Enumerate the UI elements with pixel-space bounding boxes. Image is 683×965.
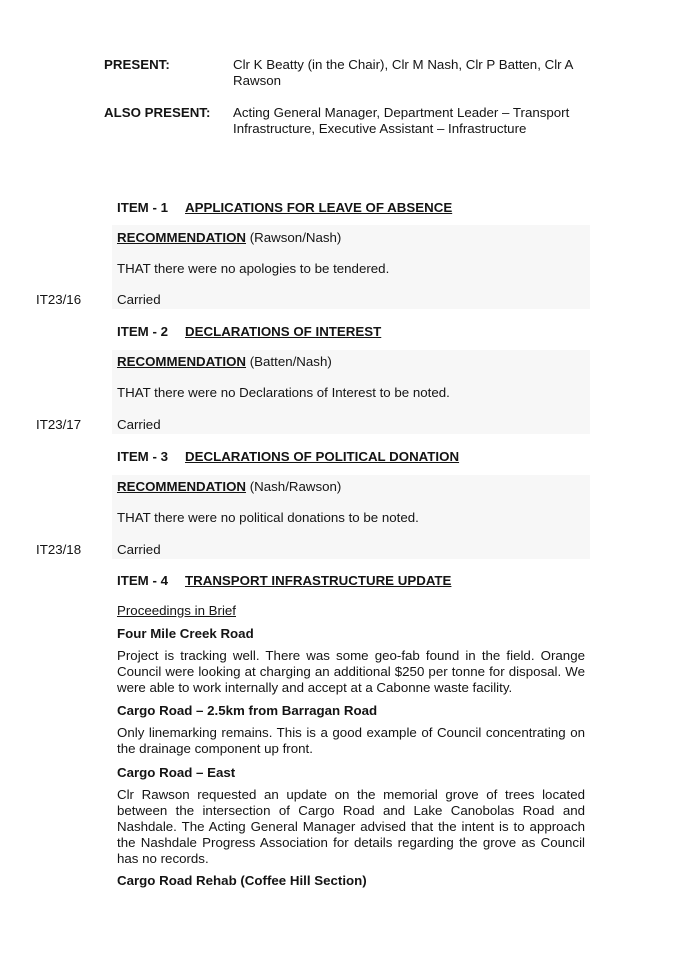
item-title: TRANSPORT INFRASTRUCTURE UPDATE <box>185 573 452 588</box>
recommendation-line <box>117 479 341 494</box>
item-heading <box>117 449 459 464</box>
section-body: Only linemarking remains. This is a good example of Council concentrating on the drainage component up front. <box>117 725 585 756</box>
also-present-label: ALSO PRESENT: <box>104 105 211 120</box>
recommendation-line <box>117 230 341 245</box>
item-number: ITEM - 2 <box>117 324 168 339</box>
section-body: Project is tracking well. There was some geo-fab found in the field. Orange Council were looking at charging an additional $250 per tonne for disposal. We were able to work internally and accept at a Cabonne waste facility. <box>117 648 585 695</box>
recommendation-label: RECOMMENDATION <box>117 354 247 369</box>
also-present-value: Acting General Manager, Department Leader – Transport Infrastructure, Executive Assistant – Infrastructure <box>233 105 570 136</box>
resolution-outcome: Carried <box>117 542 161 557</box>
item-number: ITEM - 1 <box>117 200 168 215</box>
item-number: ITEM - 3 <box>117 449 168 464</box>
item-heading <box>117 324 381 339</box>
item-title: APPLICATIONS FOR LEAVE OF ABSENCE <box>185 200 453 215</box>
present-label: PRESENT: <box>104 57 170 72</box>
section-heading: Cargo Road Rehab (Coffee Hill Section) <box>117 873 367 888</box>
section-heading: Four Mile Creek Road <box>117 626 254 641</box>
present-value: Clr K Beatty (in the Chair), Clr M Nash, Clr P Batten, Clr A Rawson <box>233 57 573 88</box>
proceedings-heading: Proceedings in Brief <box>117 603 236 618</box>
recommendation-text: THAT there were no Declarations of Interest to be noted. <box>117 385 450 400</box>
section-heading: Cargo Road – 2.5km from Barragan Road <box>117 703 378 718</box>
resolution-number: IT23/17 <box>36 417 82 432</box>
item-heading <box>117 573 451 588</box>
recommendation-line <box>117 354 332 369</box>
recommendation-mover: (Nash/Rawson) <box>249 479 342 494</box>
item-title: DECLARATIONS OF POLITICAL DONATION <box>185 449 460 464</box>
section-body: Clr Rawson requested an update on the memorial grove of trees located between the intersection of Cargo Road and Lake Canobolas Road and Nashdale. The Acting General Manager advised that the intent is to approach the Nashdale Progress Association for details regarding the grove as Council has no records. <box>117 787 585 866</box>
resolution-outcome: Carried <box>117 417 161 432</box>
item-heading <box>117 200 452 215</box>
recommendation-text: THAT there were no political donations to be noted. <box>117 510 419 525</box>
resolution-number: IT23/16 <box>36 292 82 307</box>
recommendation-label: RECOMMENDATION <box>117 479 247 494</box>
recommendation-mover: (Batten/Nash) <box>249 354 332 369</box>
recommendation-text: THAT there were no apologies to be tendered. <box>117 261 390 276</box>
recommendation-label: RECOMMENDATION <box>117 230 247 245</box>
resolution-outcome: Carried <box>117 292 161 307</box>
item-title: DECLARATIONS OF INTEREST <box>185 324 382 339</box>
resolution-number: IT23/18 <box>36 542 82 557</box>
item-number: ITEM - 4 <box>117 573 168 588</box>
recommendation-mover: (Rawson/Nash) <box>249 230 342 245</box>
section-heading: Cargo Road – East <box>117 765 236 780</box>
